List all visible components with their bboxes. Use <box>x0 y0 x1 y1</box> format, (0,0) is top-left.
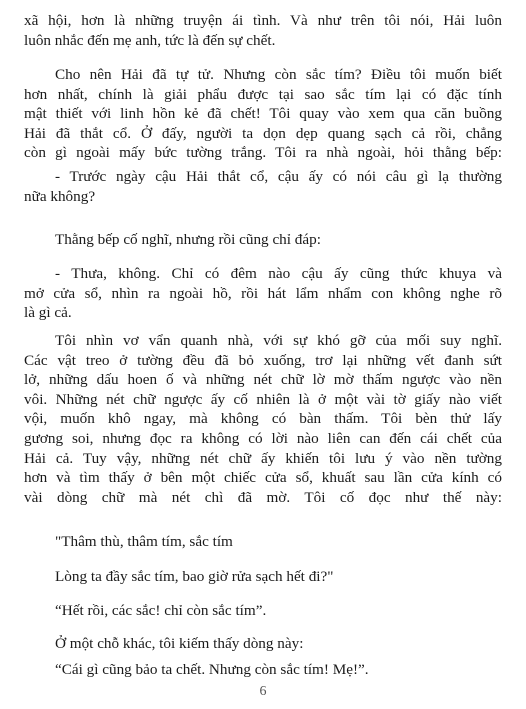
paragraph-continuation <box>24 11 502 50</box>
paragraph-wall-writing <box>24 331 502 507</box>
text-line: Ở một chỗ khác, tôi kiếm thấy dòng này: <box>55 635 304 652</box>
text-line: - Trước ngày cậu Hải thắt cổ, cậu ấy có nói câu gì lạ thường <box>55 168 502 185</box>
text-line: Cho nên Hải đã tự tử. Nhưng còn sắc tím? Điều tôi muốn biết <box>55 66 502 83</box>
text-line: Hải cả. Tuy vậy, những nét chữ ấy khiến tôi lưu ý vào nền tường <box>24 449 502 467</box>
text-line: lở, những dấu hoen ố và những nét chữ lờ mờ thấm ngược vào nền <box>24 371 502 389</box>
poem-line <box>24 532 502 552</box>
text-line: vài dòng chữ mà nét chì đã mờ. Tôi cố đọc như thế này: <box>24 488 502 506</box>
text-line: xã hội, hơn là những truyện ái tình. Và như trên tôi nói, Hải luôn <box>24 12 502 29</box>
paragraph-hai-suicide <box>24 65 502 163</box>
text-line: Thằng bếp cố nghĩ, nhưng rồi cũng chỉ đáp: <box>55 231 321 248</box>
text-line: là gì cả. <box>24 304 72 322</box>
text-line: Hải đã thắt cổ. Ở đấy, người ta dọn dẹp quang sạch cả rồi, chẳng <box>24 124 502 142</box>
text-line: mở cửa sổ, nhìn ra ngoài hồ, rồi hát lẩm nhẩm con không nghe rõ <box>24 284 502 302</box>
text-line: hơn nhất, chính là giải phẩu được tại sao sắc tím lại có đặc tính <box>24 85 502 103</box>
paragraph-question <box>24 167 502 206</box>
text-line: “Hết rồi, các sắc! chỉ còn sắc tím”. <box>55 602 267 619</box>
text-line: “Cái gì cũng bảo ta chết. Nhưng còn sắc tím! Mẹ!”. <box>55 661 369 678</box>
text-line: nữa không? <box>24 187 96 205</box>
text-line: luôn nhắc đến mẹ anh, tức là đến sự chết. <box>24 31 276 49</box>
text-line: gương soi, nhưng đọc ra không có lời nào liên can đến cái chết của <box>24 429 502 447</box>
paragraph-another-spot <box>24 634 502 654</box>
text-line: "Thâm thù, thâm tím, sắc tím <box>55 533 233 550</box>
text-line: Tôi nhìn vơ vẩn quanh nhà, với sự khó gỡ của mối suy nghĩ. <box>55 332 502 349</box>
text-line: mật thiết với linh hồn kẻ đã chết! Tôi quay vào xem qua căn buồng <box>24 105 502 123</box>
text-line: còn gì ngoài mấy bức tường trắng. Tôi ra nhà ngoài, hỏi thằng bếp: <box>24 144 502 162</box>
text-line: - Thưa, không. Chỉ có đêm nào cậu ấy cũng thức khuya và <box>55 265 502 282</box>
text-line: hơn và tìm thấy ở bên một chiếc cửa sổ, khuất sau lần cửa kính có <box>24 469 502 487</box>
poem-line <box>24 567 502 587</box>
paragraph-cook-answer <box>24 264 502 323</box>
quote-line <box>24 601 502 621</box>
page-number: 6 <box>259 684 267 699</box>
quote-line <box>24 660 502 680</box>
text-line: vội, muốn khô ngay, mà không có bàn thấm. Tôi bèn thử lấy <box>24 410 502 428</box>
text-line: vôi. Những nét chữ ngược ấy cố nhiên là ở một vài tờ giấy nào viết <box>24 390 502 408</box>
text-line: Các vật treo ở tường đều đã bỏ xuống, trơ lại những vết đanh sứt <box>24 351 502 369</box>
text-line: Lòng ta đầy sắc tím, bao giờ rửa sạch hết đi?" <box>55 568 334 585</box>
paragraph-cook-thinks <box>24 230 502 250</box>
